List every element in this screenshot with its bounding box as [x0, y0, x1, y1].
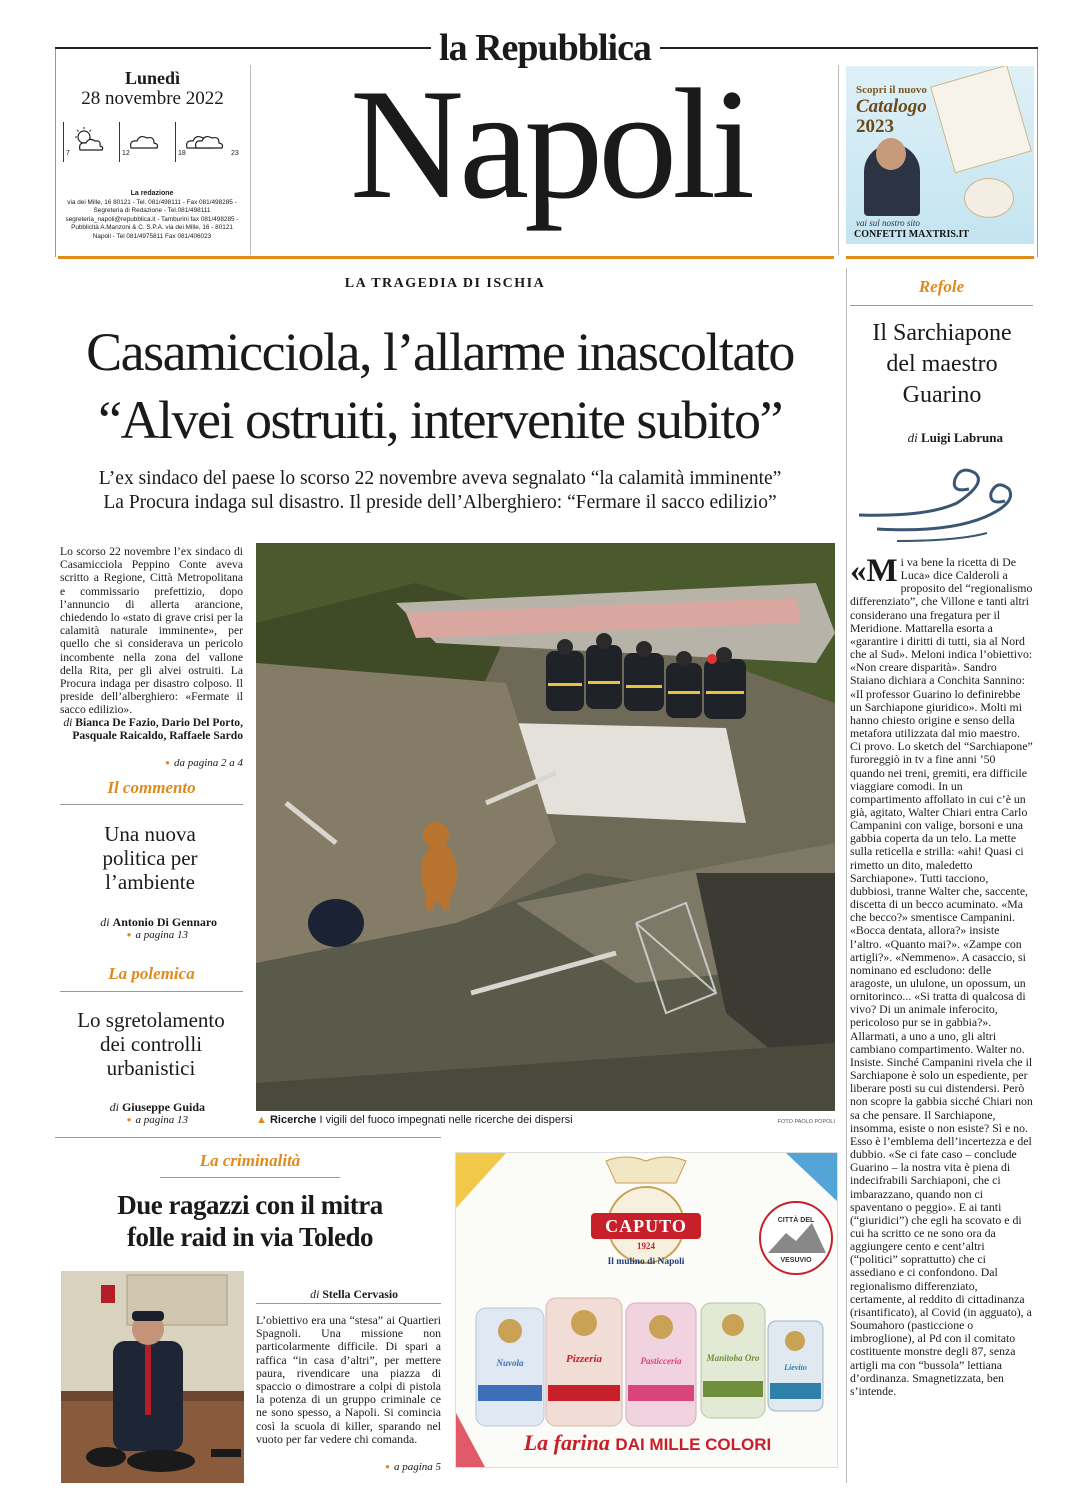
slogan-caps: DAI MILLE COLORI [615, 1435, 772, 1454]
byline-prefix: di [63, 716, 73, 729]
paper-logo: la Repubblica [439, 27, 651, 69]
polemica-title[interactable]: Lo sgretolamento dei controlli urbanistici [77, 1008, 225, 1080]
redazione-title: La redazione [130, 190, 174, 197]
weather-hour: 7 [66, 150, 70, 157]
ad-person-head [876, 138, 906, 170]
caputo-slogan [466, 1430, 829, 1456]
byline-prefix: di [100, 915, 110, 929]
weather-strip [63, 122, 243, 162]
catalog-image [930, 66, 1032, 173]
lead-page-ref[interactable]: ● da pagina 2 a 4 [60, 757, 243, 769]
lead-photo [256, 543, 835, 1111]
criminalita-title-1[interactable]: Due ragazzi con il mitra [117, 1190, 383, 1220]
lead-subhead-2: La Procura indaga sul disastro. Il preside dell’Alberghiero: “Fermare il sacco edilizio” [103, 492, 777, 513]
redazione-text: via dei Mille, 16 80121 - Tel. 081/498111 - Fax 081/498285 - Segreteria di Redazione - Tel.081/498111 segreteria_napoli@repubblica.it - Tamburini fax 081/498285 - Pubblicità A.Manzoni & C. S.P.A. via dei Mille, 16 - 80121 Napoli - Tel 081/4975811 Fax 081/406023 [65, 199, 239, 240]
lead-byline [60, 716, 243, 742]
polemica-byline [60, 1100, 205, 1115]
lead-headline-1[interactable]: Casamicciola, l’allarme inascoltato [86, 322, 794, 382]
lead-body: Lo scorso 22 novembre l’ex sindaco di Casamicciola Peppino Conte aveva scritto a Regione, Città Metropolitana e commissario prefettizio, dopo l’annuncio di allerta arancione, chiedendo lo «stato di grave crisi per la calamità naturale imminente», per quello che si considerava un pericolo incombente nella zona del vallone della Rita, per gli alvei ostruiti. La Procura indaga per disastro colposo. Il preside dell’alberghiero: «Fermate il sacco edilizio». [60, 545, 243, 717]
refole-author: Luigi Labruna [920, 430, 1003, 445]
polemica-author: Giuseppe Guida [121, 1100, 205, 1114]
top-ad[interactable] [846, 66, 1034, 244]
weather-hour: 18 [178, 150, 186, 157]
rescue-scene [256, 543, 835, 1111]
refole-title[interactable]: Il Sarchiapone del maestro Guarino [872, 320, 1012, 408]
caputo-brand: CAPUTO [605, 1216, 687, 1236]
commento-page-ref[interactable]: ● a pagina 13 [60, 929, 188, 941]
weather-slot [63, 122, 108, 162]
criminalita-body: L’obiettivo era una “stesa” ai Quartieri Spagnoli. Una missione non particolarmente difficile. Di spari a raffica “in casa d’altri”, per mettere paura, rivendicare una piazza di spaccio o dimostrare a colpi di pistola la potenza di un gruppo criminale ce ne sono spesso, a Napoli. Si comincia così la scuola di killer, sparando nel vuoto per far vedere chi comanda. [256, 1313, 441, 1446]
cloud-icon [126, 126, 166, 154]
criminalita-author: Stella Cervasio [322, 1287, 398, 1301]
slogan-italic: La farina [523, 1430, 610, 1455]
sun-cloud-icon [70, 126, 110, 154]
caputo-product-3: Pasticceria [640, 1356, 682, 1366]
criminalita-byline [256, 1287, 398, 1302]
caputo-year: 1924 [637, 1241, 655, 1251]
carabinieri-photo [61, 1271, 244, 1483]
ad-cta1: vai sul nostro sito [856, 218, 920, 228]
refole-text [850, 553, 1033, 1398]
criminalita-kicker: La criminalità [199, 1151, 301, 1170]
refole-byline [850, 430, 1003, 446]
caputo-product-2: Pizzeria [565, 1353, 603, 1365]
byline-prefix: di [907, 430, 918, 445]
day-label: Lunedì [124, 68, 181, 88]
caputo-tagline: Il mulino di Napoli [607, 1257, 685, 1267]
lead-caption: ▲ Ricerche I vigili del fuoco impegnati nelle ricerche dei dispersi [256, 1114, 573, 1126]
edition-title: Napoli [349, 57, 751, 232]
caputo-ad[interactable] [455, 1152, 838, 1468]
byline-authors: Bianca De Fazio, Dario Del Porto, Pasquale Raicaldo, Raffaele Sardo [72, 716, 243, 742]
caputo-art [456, 1153, 838, 1468]
ad-product [964, 178, 1014, 218]
caputo-product-5: Lievito [784, 1363, 807, 1372]
refole-kicker: Refole [918, 277, 965, 296]
ad-cta2: CONFETTI MAXTRIS.IT [854, 229, 970, 240]
commento-byline [60, 915, 217, 930]
criminalita-page-ref[interactable]: ● a pagina 5 [256, 1461, 441, 1473]
refole-body: i va bene la ricetta di De Luca» dice Calderoli a proposito del “regionalismo differenziato”, che Villone e tanti altri considerano una fregatura per il Meridione. Mattarella esorta a «garantire i diritti di tutti, sia al Nord che al Sud». Meloni indica l’obiettivo: «Non creare disparità». Sandro Staiano dichiara a Conchita Sannino: «Il professor Guarino lo definirebbe un Sarchiapone giuridico». Molti mi hanno chiesto origine e senso della metafora utilizzata dal mio maestro. Ci provo. Lo sketch del “Sarchiapone” furoreggiò in tv a fine anni ’50 quando nei treni, gremiti, era difficile viaggiare comodi. In un compartimento affollato in cui c’è un già, agitato, Walter Chiari entra Carlo Campanini con valige, borsoni e una gabbia coperta da un telo. La mette sulla reticella e strilla: «ahi! Quasi ci rimetto un dito, maledetto Sarchiapone». Tutti tacciono, dubbiosi, tranne Walter che, saccente, discetta di un becco acuminato. «Ma che becco?» smentisce Campanini. «Bocca dentata, allora?» insiste l’altro. «Quanto mai?». «Zampe con artigli?». «Nemmeno». A casaccio, si nominano ed escludono: delle aragoste, un ululone, un opossum, un ornitorinco... «Si tratta di qualcosa di vivo? Di un animale inferocito, pericoloso pur se in gabbia?». Allarmati, a uno a uno, gli altri cambiano compartimento. Walter no. Insiste. Sinché Campanini rivela che il Sarchiapone è solo un espediente, per liberare posti su cui distendersi. Però non scopre la gabbia sicché Chiari non sa che pensare. Il Sarchiapone, insomma, esiste o non esiste? Sì e no. Esso è l’emblema dell’incertezza e del dubbio. «Se ci fate caso – conclude Guarino – la nostra vita è piena di indecifrabili Sarchiaponi, che ci imbarazzano, quando non ci spaventano o peggio». E ai tanti (“giuridici”) che egli ha scovato e di cui ha scritto ce ne sono ora da aggiungere cento e cent’altri (“politici” soprattutto) che ci assediano e ci confondono. Dal regionalismo differenziato, certamente, al reddito di cittadinanza (risantificato), al Covid (in agguato), a Soumahoro (pasticcione o imbroglione), al Pd con il comitato costituente monstre degli 87, senza artigli ma con “bussola” lettiana d’ordinanza. Smagnetizzata, ben s’intende. [850, 555, 1033, 1398]
criminalita-title-2[interactable]: folle raid in via Toledo [126, 1222, 374, 1252]
weather-hour: 12 [122, 150, 130, 157]
wind-swirl-icon [857, 463, 1027, 543]
ad-year: 2023 [856, 116, 894, 137]
commento-author: Antonio Di Gennaro [112, 915, 217, 929]
ad-line2: Catalogo [856, 96, 927, 117]
polemica-page-ref[interactable]: ● a pagina 13 [60, 1114, 188, 1126]
lead-kicker: LA TRAGEDIA DI ISCHIA [344, 276, 546, 291]
cloud-icon [191, 126, 231, 154]
weather-hour: 23 [231, 150, 239, 157]
police-scene [61, 1271, 244, 1483]
caption-label: Ricerche [269, 1114, 317, 1126]
refole-dropcap: «M [850, 553, 898, 589]
lead-subhead-1: L’ex sindaco del paese lo scorso 22 novembre aveva segnalato “la calamità imminente” [98, 468, 782, 489]
byline-prefix: di [310, 1287, 320, 1301]
lead-headline-2[interactable]: “Alvei ostruiti, intervenite subito” [98, 390, 782, 450]
weather-slot [119, 122, 164, 162]
commento-title[interactable]: Una nuova politica per l’ambiente [102, 822, 198, 894]
polemica-kicker: La polemica [108, 964, 195, 983]
commento-kicker: Il commento [107, 778, 196, 797]
weather-slot [231, 122, 243, 162]
caputo-badge-line1: CITTÀ DEL [777, 1217, 815, 1224]
byline-prefix: di [109, 1100, 119, 1114]
ad-line1: Scopri il nuovo [856, 84, 927, 96]
caputo-product-4: Manitoba Oro [706, 1353, 760, 1363]
caputo-product-1: Nuvola [496, 1358, 524, 1368]
caputo-badge-line2: VESUVIO [780, 1257, 812, 1264]
caption-text: I vigili del fuoco impegnati nelle ricerche dei dispersi [319, 1114, 573, 1126]
date-label: 28 novembre 2022 [81, 88, 224, 109]
photo-credit: FOTO PAOLO POPOLI [777, 1119, 835, 1125]
